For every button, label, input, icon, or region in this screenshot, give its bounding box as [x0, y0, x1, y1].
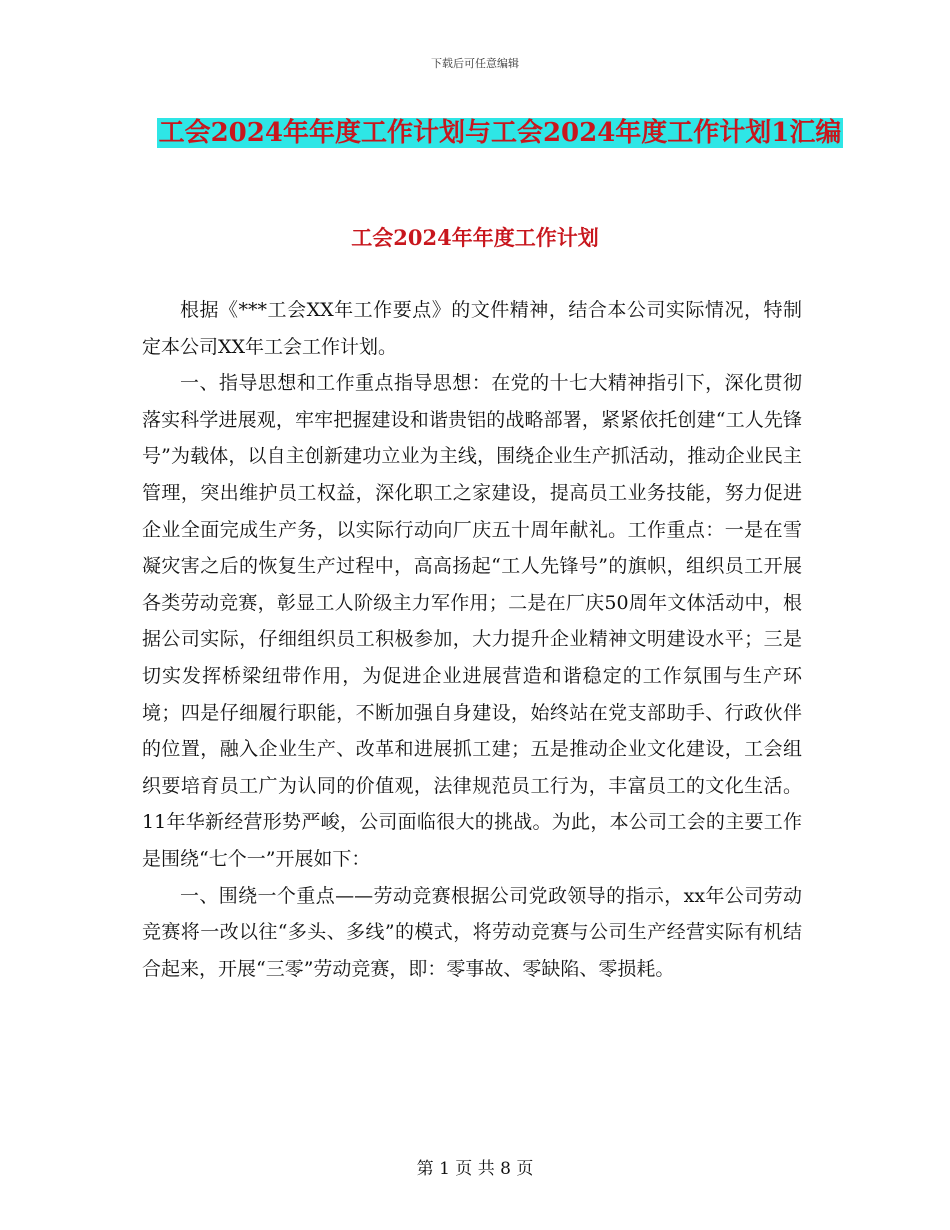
paragraph: 一、围绕一个重点——劳动竞赛根据公司党政领导的指示，xx年公司劳动竞赛将一改以往“多头、多线”的模式，将劳动竞赛与公司生产经营实际有机结合起来，开展“三零”劳动竞赛，即：零事故、零缺陷、零损耗。	[142, 884, 802, 980]
document-title-text: 工会2024年年度工作计划与工会2024年度工作计划1汇编	[158, 118, 842, 148]
paragraph: 一、指导思想和工作重点指导思想：在党的十七大精神指引下，深化贯彻落实科学进展观，牢牢把握建设和谐贵铝的战略部署，紧紧依托创建“工人先锋号”为载体，以自主创新建功立业为主线，围绕企业生产抓活动，推动企业民主管理，突出维护员工权益，深化职工之家建设，提高员工业务技能，努力促进企业全面完成生产务，以实际行动向厂庆五十周年献礼。工作重点：一是在雪凝灾害之后的恢复生产过程中，高高扬起“工人先锋号”的旗帜，组织员工开展各类劳动竞赛，彰显工人阶级主力军作用；二是在厂庆50周年文体活动中，根据公司实际，仔细组织员工积极参加，大力提升企业精神文明建设水平；三是切实发挥桥梁纽带作用，为促进企业进展营造和谐稳定的工作氛围与生产环境；四是仔细履行职能，不断加强自身建设，始终站在党支部助手、行政伙伴的位置，融入企业生产、改革和进展抓工建；五是推动企业文化建设，工会组织要培育员工广为认同的价值观，法律规范员工行为，丰富员工的文化生活。11年华新经营形势严峻，公司面临很大的挑战。为此，本公司工会的主要工作是围绕“七个一”开展如下：	[142, 372, 802, 870]
paragraph: 根据《***工会XX年工作要点》的文件精神，结合本公司实际情况，特制定本公司XX年工会工作计划。	[142, 299, 802, 358]
document-title	[150, 112, 850, 154]
section-title: 工会2024年年度工作计划	[351, 225, 599, 250]
header-note: 下载后可任意编辑	[431, 57, 519, 70]
document-body	[142, 292, 802, 987]
page-footer: 第 1 页 共 8 页	[416, 1159, 534, 1179]
